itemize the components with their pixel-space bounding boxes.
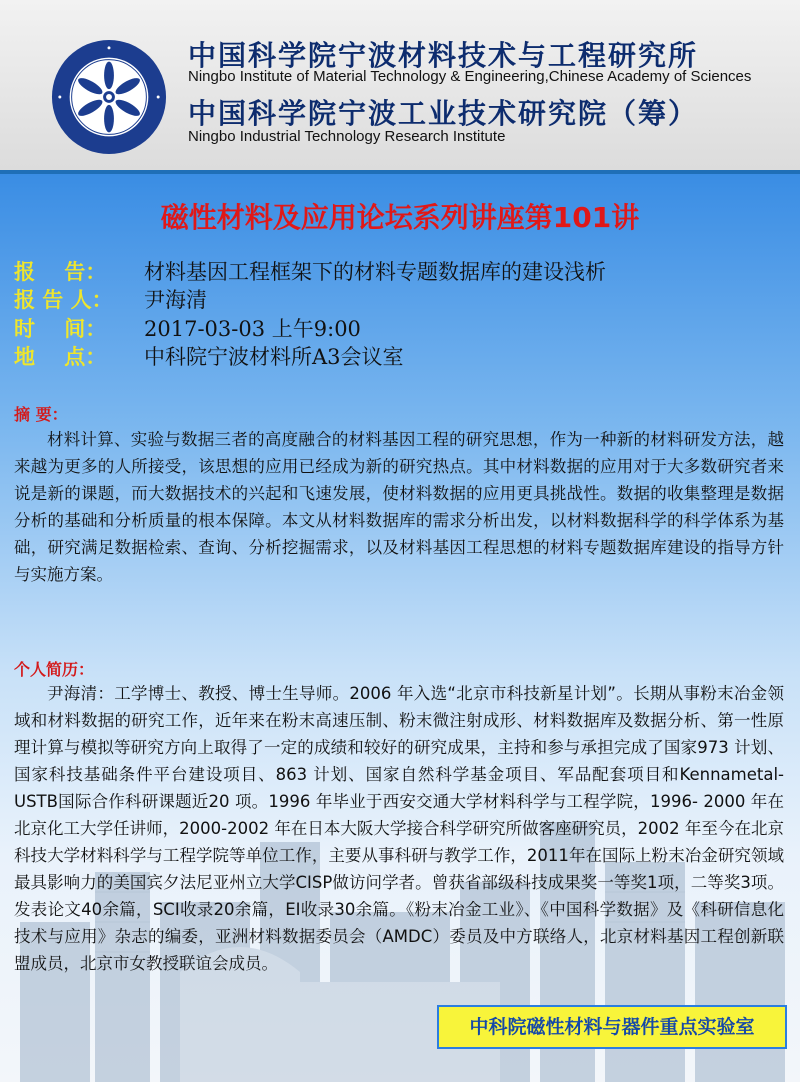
cas-logo-icon	[50, 38, 168, 156]
info-label: 报 告：	[14, 260, 107, 284]
abstract-text: 材料计算、实验与数据三者的高度融合的材料基因工程的研究思想，作为一种新的材料研发方法，越来越为更多的人所接受，该思想的应用已经成为新的研究热点。其中材料数据的应用对于大多数研究者来说是新的课题，而大数据技术的兴起和飞速发展，使材料数据的应用更具挑战性。数据的收集整理是数据分析的基础和分析质量的根本保障。本文从材料数据库的需求分析出发，以材料数据科学的科学体系为基础，研究满足数据检索、查询、分析挖掘需求，以及材料基因工程思想的材料专题数据库建设的指导方针与实施方案。	[14, 430, 784, 584]
info-value: 中科院宁波材料所A3会议室	[144, 345, 404, 369]
info-label: 报 告 人：	[14, 288, 113, 312]
bio-heading: 个人简历：	[14, 660, 95, 679]
info-label: 地 点：	[14, 345, 107, 369]
bio-text: 尹海清：工学博士、教授、博士生导师。2006 年入选“北京市科技新星计划”。长期从事粉末冶金领域和材料数据的研究工作，近年来在粉末高速压制、粉末微注射成形、材料数据库及数据分析、第一性原理计算与模拟等研究方向上取得了一定的成绩和较好的研究成果，主持和参与承担完成了国家973 计划、国家科技基础条件平台建设项目、863 计划、国家自然科学基金项目、军品配套项目和Kennametal-USTB国际合作科研课题近20 项。1996 年毕业于西安交通大学材料科学与工程学院，1996- 2000 年在北京化工大学任讲师，2000-2002 年在日本大阪大学接合科学研究所做客座研究员，2002 年至今在北京科技大学材料科学与工程学院等单位工作，主要从事科研与教学工作，2011年在国际上粉末冶金研究领域最具影响力的美国宾夕法尼亚州立大学CISP做访问学者。曾获省部级科技成果奖一等奖1项，二等奖3项。发表论文40余篇，SCI收录20余篇，EI收录30余篇。《粉末冶金工业》、《中国科学数据》及《科研信息化技术与应用》杂志的编委，亚洲材料数据委员会（AMDC）委员及中方联络人，北京材料基因工程创新联盟成员，北京市女教授联谊会成员。	[14, 684, 784, 973]
poster-body	[0, 174, 800, 1082]
lab-name-badge: 中科院磁性材料与器件重点实验室	[437, 1005, 787, 1049]
info-label: 时 间：	[14, 317, 107, 341]
info-value: 尹海清	[144, 288, 207, 312]
lecture-title: 磁性材料及应用论坛系列讲座第101讲	[160, 201, 640, 234]
org1-english-name: Ningbo Institute of Material Technology & Engineering,Chinese Academy of Sciences	[188, 68, 752, 85]
header-banner	[0, 0, 800, 174]
info-value: 2017-03-03 上午9:00	[144, 317, 361, 341]
org2-english-name: Ningbo Industrial Technology Research Institute	[188, 128, 506, 145]
org1-chinese-name: 中国科学院宁波材料技术与工程研究所	[188, 39, 699, 72]
info-value: 材料基因工程框架下的材料专题数据库的建设浅析	[144, 260, 606, 284]
abstract-heading: 摘 要：	[14, 405, 68, 424]
org2-chinese-name: 中国科学院宁波工业技术研究院（筹）	[188, 97, 699, 130]
